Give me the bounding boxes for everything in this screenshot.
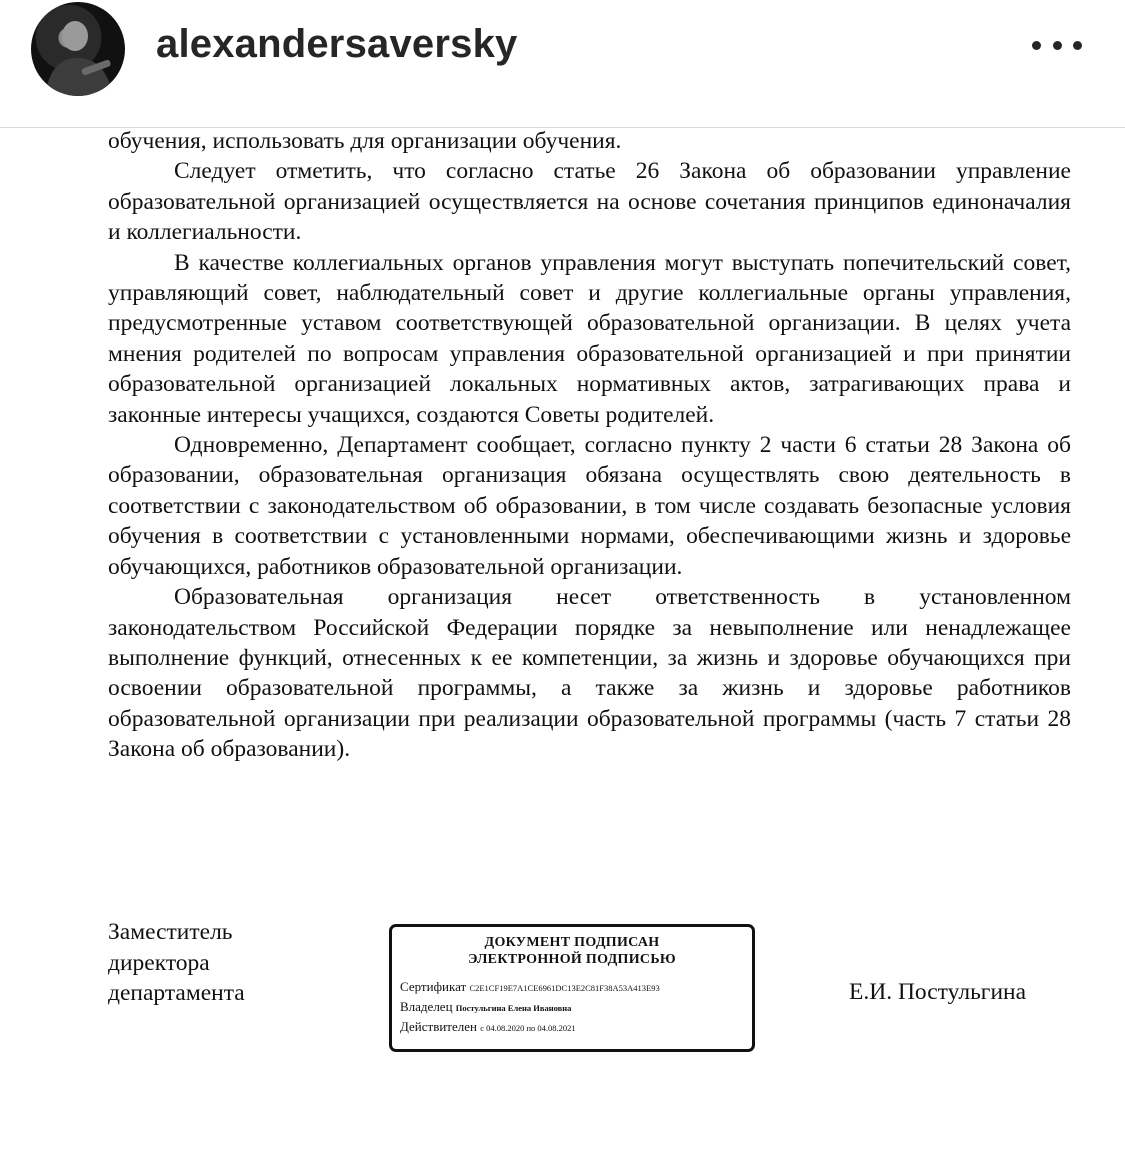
more-options-icon[interactable]	[1032, 30, 1082, 60]
certificate-value: C2E1CF19E7A1CE6961DC13E2C81F38A53A413E93	[469, 983, 660, 993]
dot	[1032, 41, 1041, 50]
stamp-owner	[400, 999, 571, 1015]
validity-value: с 04.08.2020 по 04.08.2021	[480, 1023, 576, 1033]
stamp-title-line: ДОКУМЕНТ ПОДПИСАН	[484, 935, 660, 950]
dot	[1073, 41, 1082, 50]
owner-label: Владелец	[400, 999, 453, 1014]
paragraph: обучения, использовать для организации обучения.	[108, 128, 622, 154]
validity-label: Действителен	[400, 1019, 477, 1034]
paragraph: Образовательная организация несет ответственность в установленном законодательством Российской Федерации порядке за невыполнение или ненадлежащее выполнение функций, отнесенных к ее компетенции, за жизнь и здоровье обучающихся при освоении образовательной программы, а также за жизнь и здоровье работников образовательной организации при реализации образовательной программы (часть 7 статьи 28 Закона об образовании).	[108, 584, 1071, 763]
owner-value: Постульгина Елена Ивановна	[455, 1003, 572, 1013]
signer-name: Е.И. Постульгина	[849, 979, 1027, 1005]
signer-title-line: Заместитель	[108, 919, 233, 945]
paragraph: Следует отметить, что согласно статье 26 Закона об образовании управление образовательной организацией осуществляется на основе сочетания принципов единоначалия и коллегиальности.	[108, 158, 1071, 246]
e-signature-stamp	[389, 924, 755, 1052]
user-avatar-icon	[31, 2, 125, 96]
signer-title-line: директора	[108, 949, 210, 976]
post-header	[0, 0, 1125, 128]
paragraph: Одновременно, Департамент сообщает, согласно пункту 2 части 6 статьи 28 Закона об образовании, образовательная организация обязана осуществлять свою деятельность в соответствии с законодательством об образовании, в том числе создавать безопасные условия обучения в соответствии с установленными нормами, обеспечивающими жизнь и здоровье обучающихся, работников образовательной организации.	[108, 432, 1071, 580]
dot	[1053, 41, 1062, 50]
stamp-certificate	[400, 979, 660, 995]
signer-title-line: департамента	[108, 980, 245, 1006]
certificate-label: Сертификат	[400, 979, 467, 994]
paragraph: В качестве коллегиальных органов управления могут выступать попечительский совет, управляющий совет, наблюдательный совет и другие коллегиальные органы управления, предусмотренные уставом соответствующей образовательной организации. В целях учета мнения родителей по вопросам управления образовательной организацией и при принятии образовательной организацией локальных нормативных актов, затрагивающих права и законные интересы учащихся, создаются Советы родителей.	[108, 249, 1071, 428]
stamp-title-line: ЭЛЕКТРОННОЙ ПОДПИСЬЮ	[468, 952, 676, 967]
avatar[interactable]	[31, 2, 125, 96]
signer-title	[108, 917, 245, 1009]
stamp-validity	[400, 1019, 576, 1035]
document-body	[108, 126, 1071, 765]
username[interactable]: alexandersaversky	[156, 22, 518, 66]
